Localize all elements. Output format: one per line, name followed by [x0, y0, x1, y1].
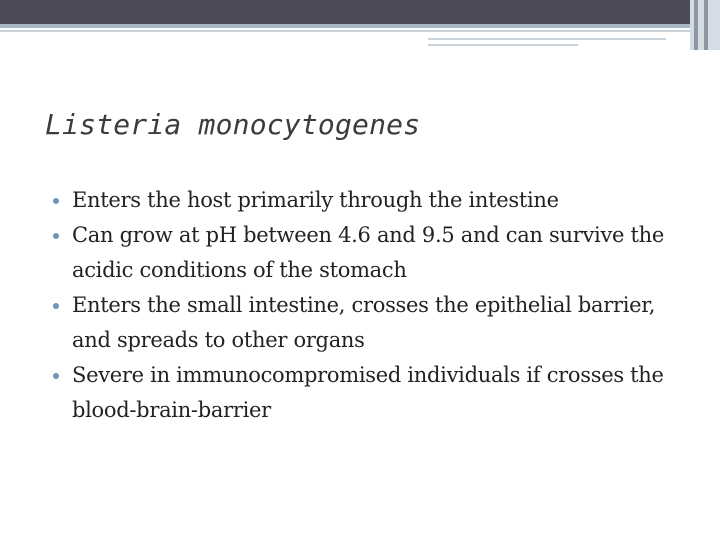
- bullet-item: [48, 288, 688, 358]
- decorative-line: [0, 30, 690, 32]
- decorative-corner-column: [694, 0, 698, 50]
- bullet-text: Can grow at pH between 4.6 and 9.5 and can survive the acidic conditions of the stomach: [72, 223, 665, 282]
- decorative-corner-column: [704, 0, 708, 50]
- decorative-line: [428, 44, 578, 46]
- bullet-item: [48, 183, 688, 218]
- bullet-dot-icon: [53, 303, 59, 309]
- bullet-text: Severe in immunocompromised individuals if crosses the blood-brain-barrier: [72, 363, 664, 422]
- decorative-strip: [0, 24, 690, 28]
- bullet-item: [48, 358, 688, 428]
- bullet-dot-icon: [53, 233, 59, 239]
- bullet-dot-icon: [53, 198, 59, 204]
- bullet-dot-icon: [53, 373, 59, 379]
- bullet-item: [48, 218, 688, 288]
- bullet-text: Enters the small intestine, crosses the epithelial barrier, and spreads to other organs: [72, 293, 656, 352]
- bullet-list: [48, 183, 688, 428]
- decorative-line: [428, 38, 666, 40]
- slide-title: Listeria monocytogenes: [45, 108, 421, 141]
- bullet-text: Enters the host primarily through the intestine: [72, 188, 559, 212]
- top-decorative-band: [0, 0, 720, 24]
